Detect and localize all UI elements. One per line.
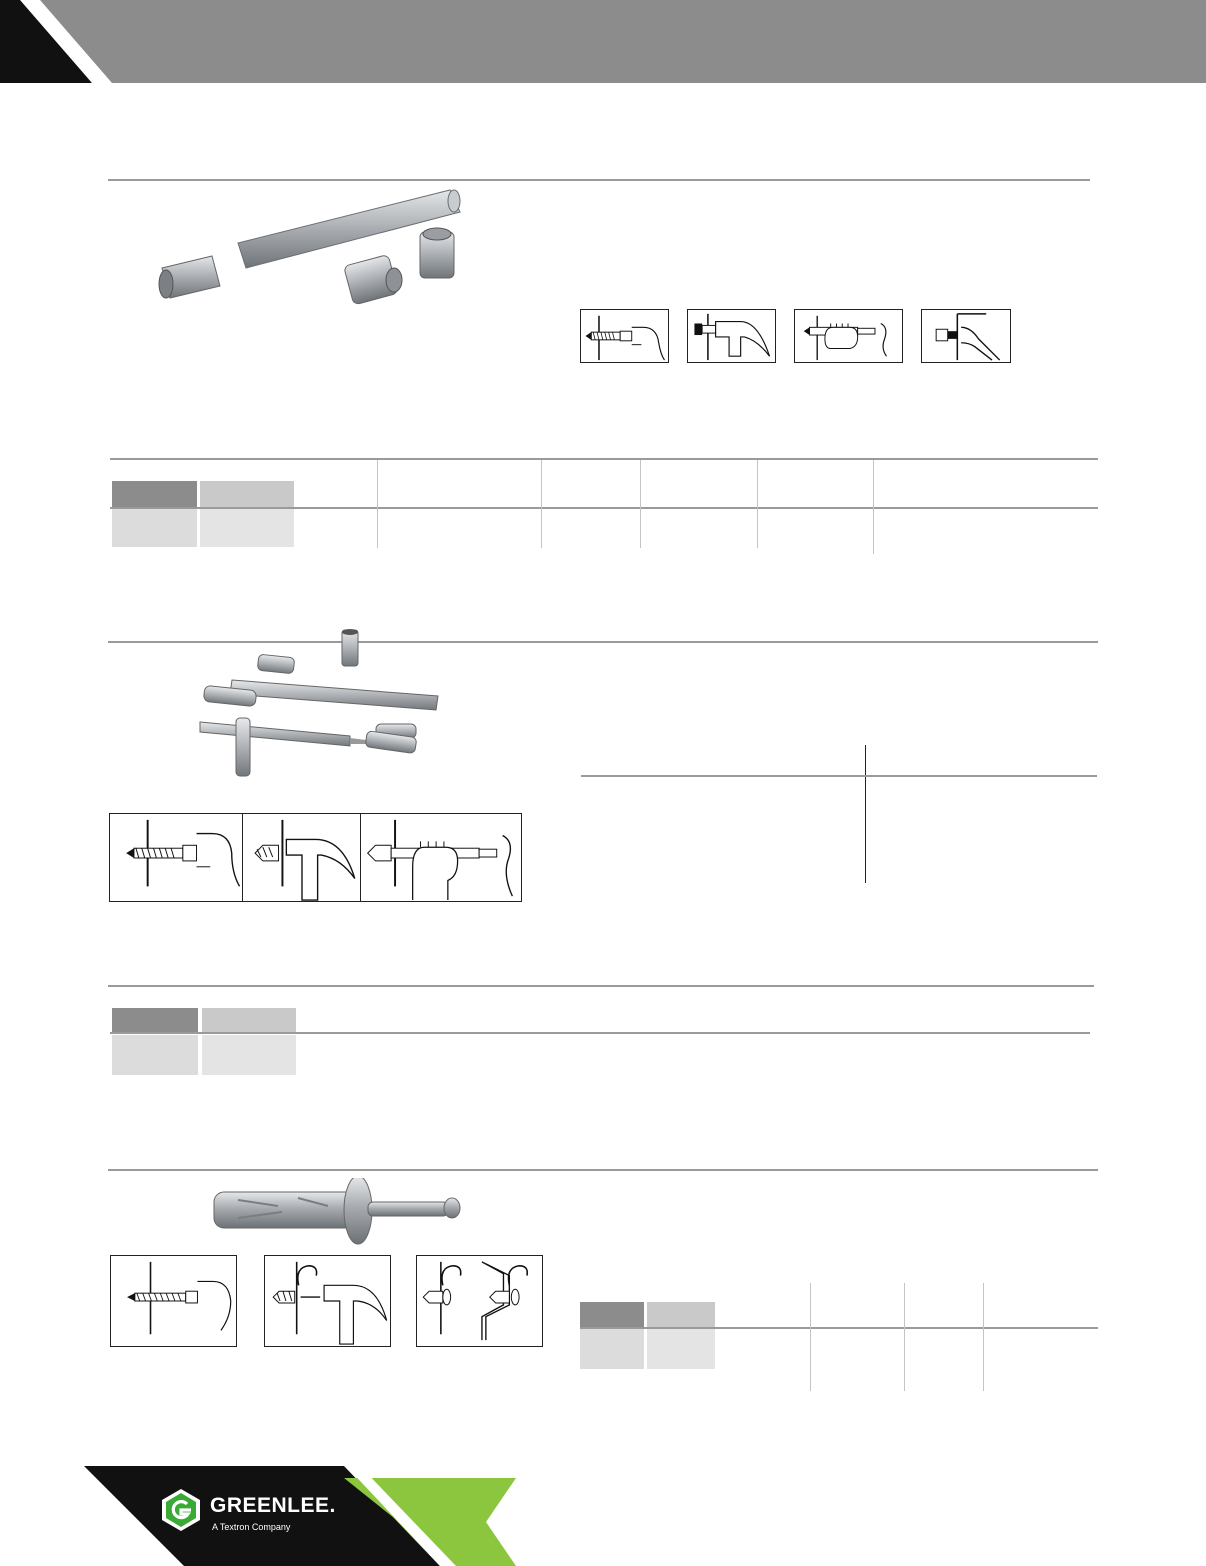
footer-brand-band xyxy=(84,1466,524,1566)
product-photo-nail-anchor xyxy=(208,1178,470,1250)
table-top-rule xyxy=(110,458,1098,460)
install-step-hand-setting-icon xyxy=(360,813,522,902)
table-header-cell xyxy=(112,481,197,507)
table-row-cell xyxy=(112,509,197,547)
table-column-divider xyxy=(904,1283,905,1391)
install-step-drill-icon xyxy=(109,813,243,902)
table-header-cell xyxy=(200,481,294,507)
install-step-drill-icon xyxy=(110,1255,237,1347)
product-photo-anchor-tool xyxy=(150,188,480,320)
table-header-rule xyxy=(581,775,1097,777)
table-column-divider xyxy=(640,460,641,548)
section-divider xyxy=(108,179,1090,181)
header-band xyxy=(0,0,1206,83)
install-step-drill-icon xyxy=(580,309,669,363)
table-row-cell xyxy=(200,509,294,547)
table-header-rule xyxy=(110,1032,1090,1034)
table-header-cell xyxy=(580,1302,644,1327)
table-column-divider xyxy=(810,1283,811,1391)
table-header-cell xyxy=(647,1302,715,1327)
table-row-cell xyxy=(112,1035,198,1075)
brand-tagline: A Textron Company xyxy=(212,1522,291,1532)
table-column-divider xyxy=(541,460,542,548)
greenlee-logo-icon xyxy=(159,1488,203,1532)
table-row-cell xyxy=(647,1329,715,1369)
table-row-cell xyxy=(580,1329,644,1369)
table-row-cell xyxy=(202,1035,296,1075)
brand-name: GREENLEE. xyxy=(210,1494,336,1517)
section-divider xyxy=(108,1169,1098,1171)
table-header-cell xyxy=(112,1008,198,1033)
install-step-hammer-icon xyxy=(687,309,776,363)
section-divider xyxy=(108,985,1094,987)
table-column-divider xyxy=(865,745,866,883)
install-step-hook-installed-icon xyxy=(416,1255,543,1347)
table-column-divider xyxy=(757,460,758,548)
install-step-hammer-hook-icon xyxy=(264,1255,391,1347)
product-photo-setting-tool-kit xyxy=(190,628,450,778)
table-column-divider xyxy=(377,460,378,548)
install-step-hammer-icon xyxy=(242,813,361,902)
table-column-divider xyxy=(873,460,874,554)
install-step-pliers-icon xyxy=(921,309,1011,363)
table-header-cell xyxy=(202,1008,296,1033)
install-step-hand-setting-icon xyxy=(794,309,903,363)
table-column-divider xyxy=(983,1283,984,1391)
